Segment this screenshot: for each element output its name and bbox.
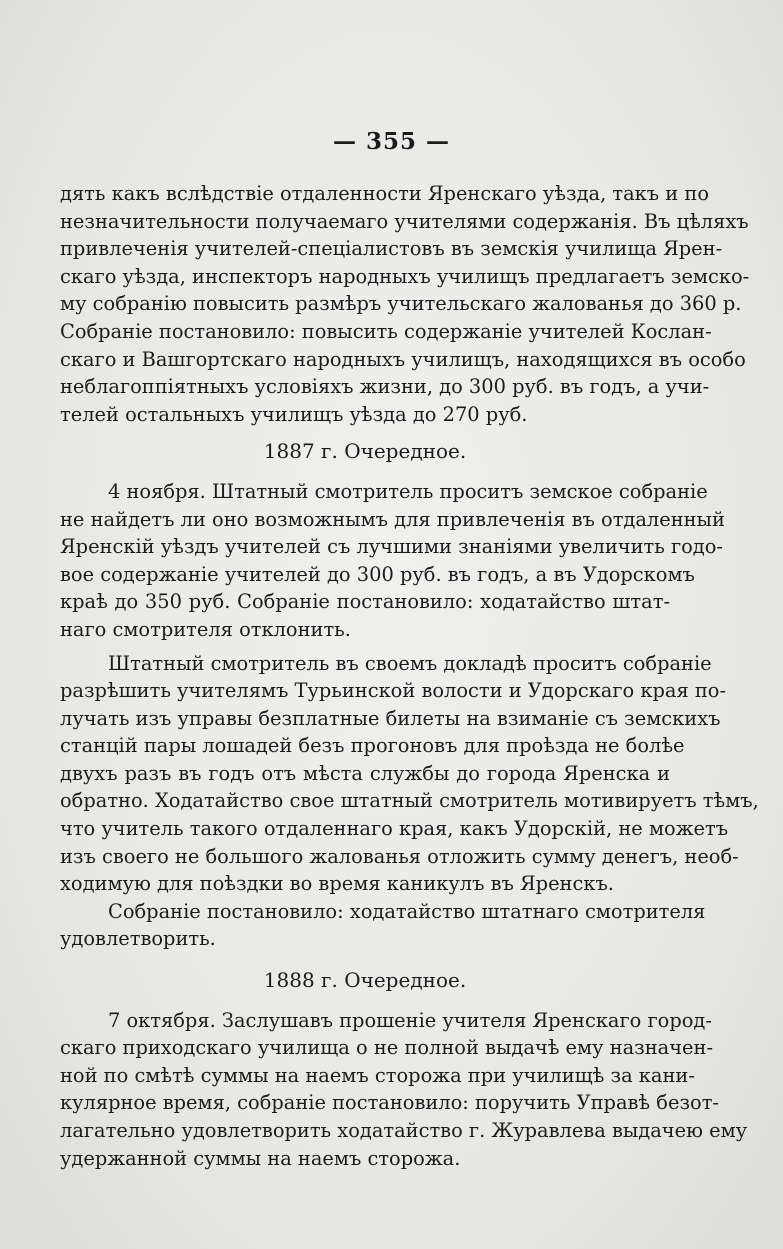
text-line: 4 ноября. Штатный смотритель проситъ земское собраніе [108, 479, 708, 503]
body-text [60, 180, 759, 1172]
paragraph-teacher-salary [60, 180, 750, 428]
paragraph-free-tickets [60, 650, 759, 898]
section-heading-1888: 1888 г. Очередное. [263, 968, 467, 993]
text-line: не найдетъ ли оно возможнымъ для привлеченія въ отдаленный [60, 507, 725, 531]
text-line: удовлетворить. [60, 927, 216, 951]
text-line: краѣ до 350 руб. Собраніе постановило: ходатайство штат- [60, 590, 670, 614]
text-line: незначительности получаемаго учителями содержанія. Въ цѣляхъ [60, 209, 749, 233]
text-line: что учитель такого отдаленнаго края, какъ Удорскій, не можетъ [60, 817, 729, 841]
text-line: Яренскій уѣздъ учителей съ лучшими знаніями увеличить годо- [60, 535, 723, 559]
paragraph-november-4 [60, 478, 725, 644]
text-line: дять какъ вслѣдствіе отдаленности Яренскаго уѣзда, такъ и по [60, 182, 709, 205]
text-line: Штатный смотритель въ своемъ докладѣ проситъ собраніе [108, 651, 712, 675]
paragraph-october-7 [60, 1007, 748, 1173]
text-line: вое содержаніе учителей до 300 руб. въ годъ, а въ Удорскомъ [60, 562, 695, 586]
text-line: станцій пары лошадей безъ прогоновъ для проѣзда не болѣе [60, 734, 685, 758]
page-number: — 355 — [332, 128, 451, 155]
text-line: телей остальныхъ училищъ уѣзда до 270 руб. [60, 402, 528, 426]
text-line: 7 октября. Заслушавъ прошеніе учителя Яренскаго город- [108, 1008, 712, 1032]
paragraph-resolution [60, 898, 706, 953]
text-line: разрѣшить учителямъ Турьинской волости и Удорскаго края по- [60, 679, 727, 703]
text-line: ной по смѣтѣ суммы на наемъ сторожа при училищѣ за кани- [60, 1063, 695, 1087]
text-line: неблагоппіятныхъ условіяхъ жизни, до 300 руб. въ годъ, а учи- [60, 375, 710, 399]
text-line: кулярное время, собраніе постановило: поручить Управѣ безот- [60, 1091, 719, 1115]
text-line: обратно. Ходатайство свое штатный смотритель мотивируетъ тѣмъ, [60, 789, 759, 813]
text-line: скаго уѣзда, инспекторъ народныхъ училищъ предлагаетъ земско- [60, 264, 750, 288]
text-line: наго смотрителя отклонить. [60, 617, 351, 641]
text-line: му собранію повысить размѣръ учительскаго жалованья до 360 р. [60, 292, 742, 316]
text-line: двухъ разъ въ годъ отъ мѣста службы до города Яренска и [60, 761, 670, 785]
section-heading-1887: 1887 г. Очередное. [263, 439, 467, 464]
text-line: Собраніе постановило: повысить содержаніе учителей Кослан- [60, 319, 712, 343]
text-line: лагательно удовлетворить ходатайство г. Журавлева выдачею ему [60, 1119, 748, 1142]
text-line: удержанной суммы на наемъ сторожа. [60, 1146, 461, 1170]
text-line: скаго приходскаго училища о не полной выдачѣ ему назначен- [60, 1036, 714, 1060]
text-line: ходимую для поѣздки во время каникулъ въ Яренскъ. [60, 872, 614, 896]
text-line: лучать изъ управы безплатные билеты на взиманіе съ земскихъ [60, 706, 721, 730]
text-line: изъ своего не большого жалованья отложить сумму денегъ, необ- [60, 844, 739, 868]
text-line: привлеченія учителей-спеціалистовъ въ земскія училища Ярен- [60, 237, 723, 261]
text-line: Собраніе постановило: ходатайство штатнаго смотрителя [108, 899, 706, 923]
text-line: скаго и Вашгортскаго народныхъ училищъ, находящихся въ особо [60, 347, 746, 371]
